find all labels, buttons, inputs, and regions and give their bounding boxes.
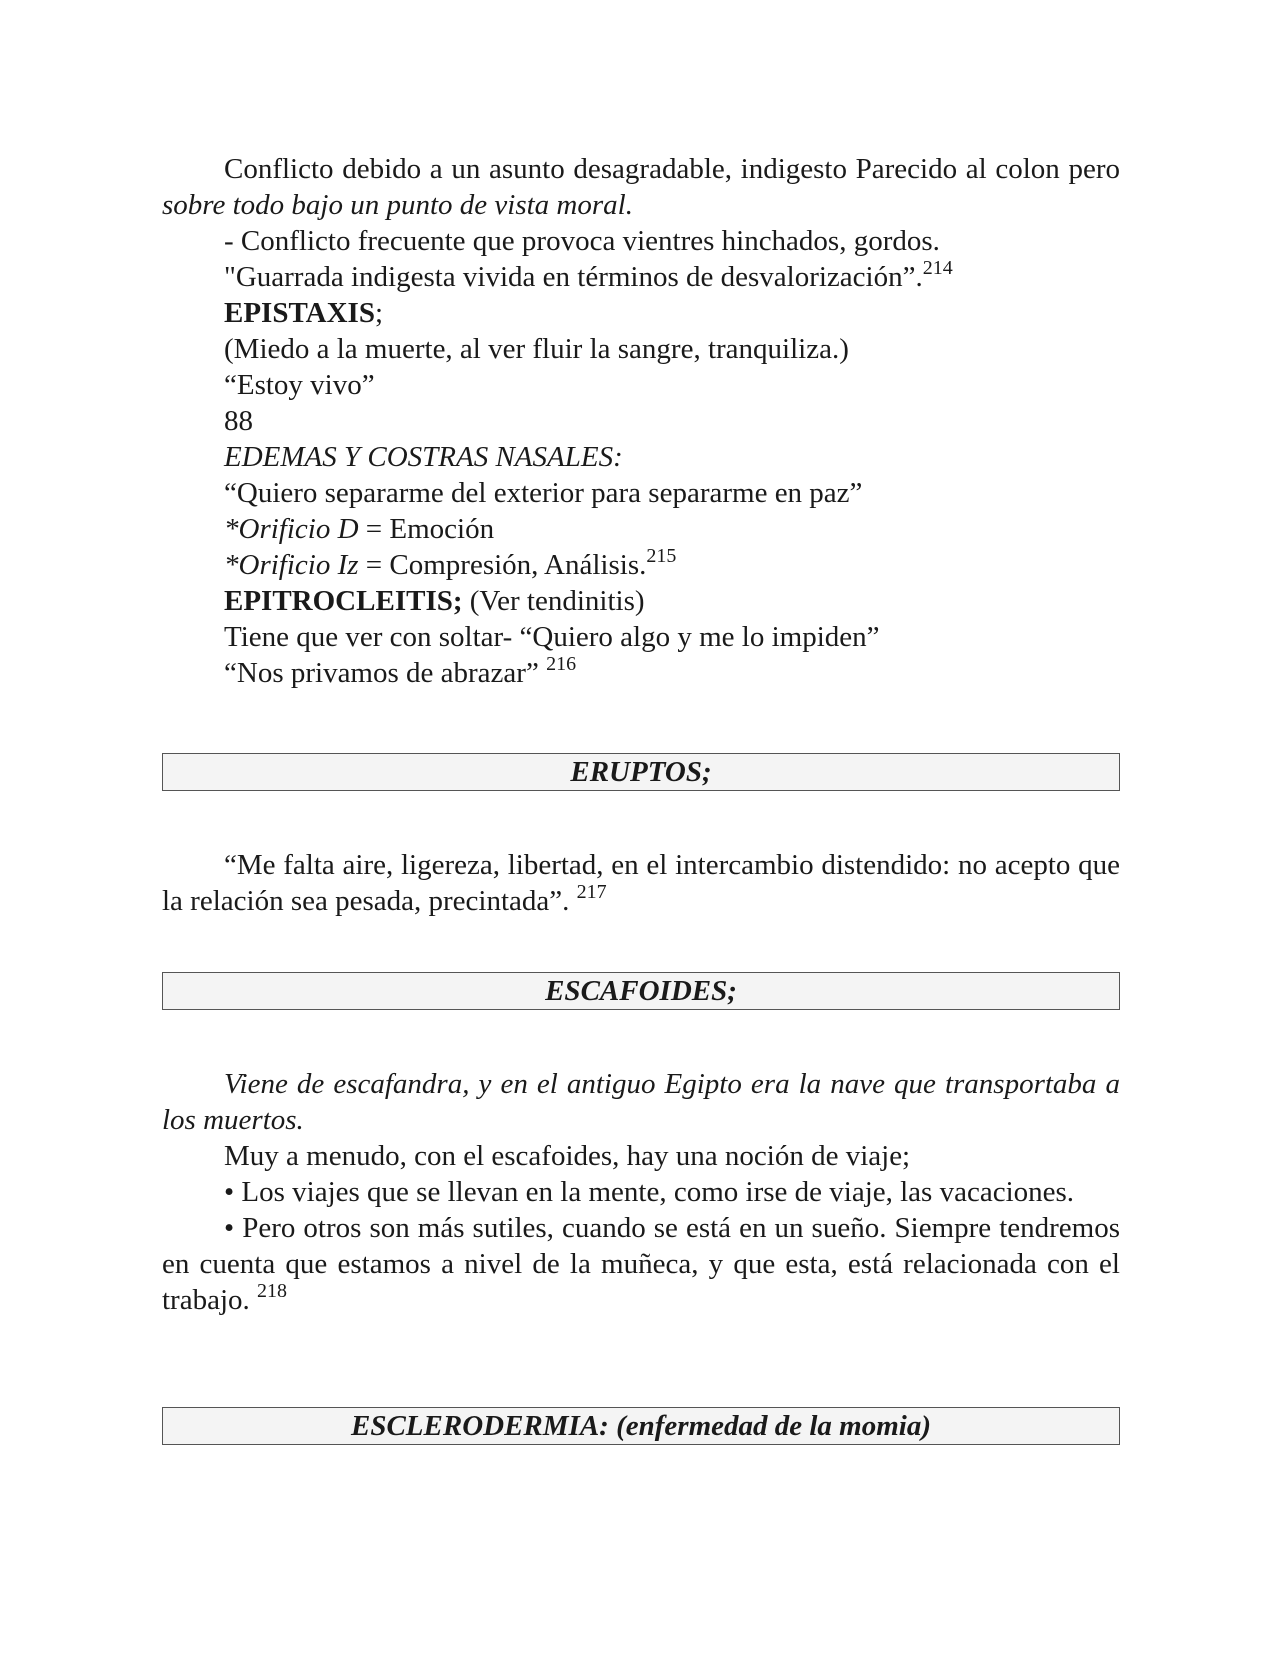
paragraph-escafandra	[162, 1066, 1120, 1138]
orificio-iz-text: = Compresión, Análisis.	[358, 549, 647, 581]
paragraph-eruptos	[162, 847, 1120, 919]
epitrocleitis-label: EPITROCLEITIS;	[224, 585, 463, 617]
epistaxis-punct: ;	[374, 297, 384, 329]
guarrada-text: "Guarrada indigesta vivida en términos de desvalorización”.	[224, 261, 923, 293]
paragraph-sutiles	[162, 1210, 1120, 1318]
paragraph-soltar: Tiene que ver con soltar- “Quiero algo y me lo impiden”	[224, 621, 880, 653]
section-heading-escafoides: ESCAFOIDES;	[162, 972, 1120, 1010]
paragraph-abrazar	[162, 655, 1120, 691]
orificio-iz-label: *Orificio Iz	[224, 549, 359, 581]
eruptos-text: “Me falta aire, ligereza, libertad, en el intercambio distendido: no acepto que la relación sea pesada, precintada”.	[162, 849, 1120, 917]
orificio-d-label: *Orificio D	[224, 513, 359, 545]
escafandra-text: Viene de escafandra, y en el antiguo Egipto era la nave que transportaba a los muertos.	[162, 1068, 1120, 1136]
paragraph-guarrada	[162, 259, 1120, 295]
footnote-ref-218: 218	[257, 1280, 288, 1303]
section-heading-eruptos: ERUPTOS;	[162, 753, 1120, 791]
paragraph-orificio-iz	[162, 547, 1120, 583]
section-heading-esclerodermia: ESCLERODERMIA: (enfermedad de la momia)	[162, 1407, 1120, 1445]
edemas-heading	[162, 439, 1120, 475]
paragraph-epistaxis	[162, 295, 1120, 331]
orificio-d-text: = Emoción	[358, 513, 495, 545]
paragraph-epitrocleitis	[162, 583, 1120, 619]
page-number: 88	[224, 405, 253, 437]
abrazar-text: “Nos privamos de abrazar”	[224, 657, 539, 689]
footnote-ref-215: 215	[646, 545, 677, 568]
sutiles-text: • Pero otros son más sutiles, cuando se está en un sueño. Siempre tendremos en cuenta que estamos a nivel de la muñeca, y que esta, está relacionada con el trabajo.	[162, 1212, 1120, 1316]
paragraph-orificio-d	[162, 511, 1120, 547]
epitrocleitis-text: (Ver tendinitis)	[462, 585, 645, 617]
entry-block-escafoides	[162, 1066, 1120, 1318]
paragraph-viajes-mente: • Los viajes que se llevan en la mente, como irse de viaje, las vacaciones.	[224, 1176, 1075, 1208]
entry-block-eruptos	[162, 847, 1120, 919]
footnote-ref-216: 216	[546, 653, 577, 676]
entry-block-colon-epitrocleitis	[162, 151, 1120, 691]
epistaxis-label: EPISTAXIS	[224, 297, 375, 329]
colon-text: Conflicto debido a un asunto desagradable, indigesto Parecido al colon pero	[224, 153, 1120, 185]
paragraph-nocion-viaje: Muy a menudo, con el escafoides, hay una noción de viaje;	[224, 1140, 911, 1172]
paragraph-separarme: “Quiero separarme del exterior para separarme en paz”	[224, 477, 863, 509]
footnote-ref-217: 217	[576, 881, 607, 904]
paragraph-colon	[162, 151, 1120, 223]
paragraph-estoy-vivo: “Estoy vivo”	[224, 369, 375, 401]
footnote-ref-214: 214	[922, 257, 953, 280]
colon-italic-text: sobre todo bajo un punto de vista moral.	[162, 189, 633, 221]
paragraph-conflict: - Conflicto frecuente que provoca vientres hinchados, gordos.	[224, 225, 940, 257]
edemas-heading-text: EDEMAS Y COSTRAS NASALES:	[224, 441, 623, 473]
paragraph-miedo: (Miedo a la muerte, al ver fluir la sangre, tranquiliza.)	[224, 333, 849, 365]
